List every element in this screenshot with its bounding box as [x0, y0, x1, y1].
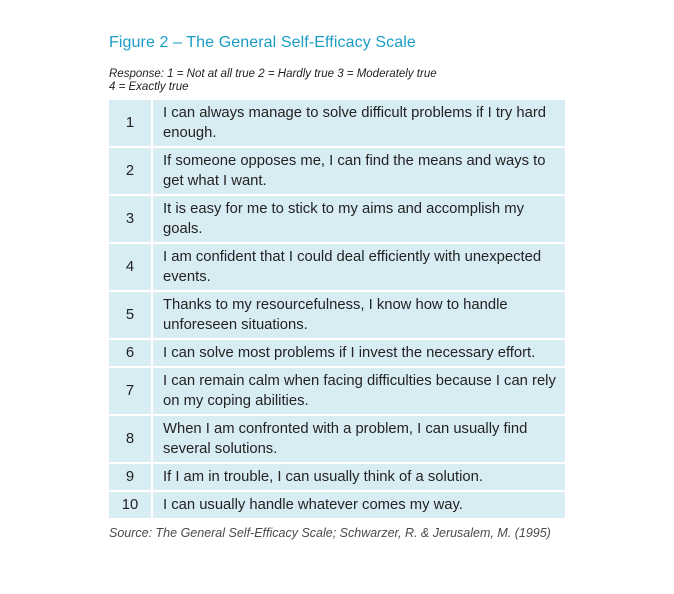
- item-number: 8: [109, 416, 153, 462]
- item-statement: If I am in trouble, I can usually think of a solution.: [153, 464, 565, 490]
- table-row: [109, 100, 565, 146]
- self-efficacy-table: [109, 98, 565, 520]
- item-number: 6: [109, 340, 153, 366]
- item-statement: I am confident that I could deal efficiently with unexpected events.: [153, 244, 565, 290]
- source-citation: Source: The General Self-Efficacy Scale; Schwarzer, R. & Jerusalem, M. (1995): [109, 526, 551, 540]
- figure-title: Figure 2 – The General Self-Efficacy Scale: [109, 34, 416, 51]
- table-row: [109, 464, 565, 490]
- table-row: [109, 292, 565, 338]
- item-statement: If someone opposes me, I can find the means and ways to get what I want.: [153, 148, 565, 194]
- table-row: [109, 340, 565, 366]
- item-number: 1: [109, 100, 153, 146]
- figure: [109, 33, 565, 540]
- item-statement: I can always manage to solve difficult problems if I try hard enough.: [153, 100, 565, 146]
- item-number: 10: [109, 492, 153, 518]
- response-legend: [109, 68, 565, 94]
- table-row: [109, 416, 565, 462]
- item-number: 3: [109, 196, 153, 242]
- item-statement: Thanks to my resourcefulness, I know how to handle unforeseen situations.: [153, 292, 565, 338]
- item-number: 9: [109, 464, 153, 490]
- response-legend-line-2: 4 = Exactly true: [109, 81, 189, 93]
- item-statement: I can usually handle whatever comes my way.: [153, 492, 565, 518]
- table-row: [109, 244, 565, 290]
- table-row: [109, 196, 565, 242]
- item-statement: When I am confronted with a problem, I can usually find several solutions.: [153, 416, 565, 462]
- item-statement: I can remain calm when facing difficulties because I can rely on my coping abilities.: [153, 368, 565, 414]
- item-statement: I can solve most problems if I invest the necessary effort.: [153, 340, 565, 366]
- table-row: [109, 148, 565, 194]
- table-row: [109, 368, 565, 414]
- item-statement: It is easy for me to stick to my aims and accomplish my goals.: [153, 196, 565, 242]
- item-number: 7: [109, 368, 153, 414]
- item-number: 2: [109, 148, 153, 194]
- table-row: [109, 492, 565, 518]
- item-number: 5: [109, 292, 153, 338]
- response-legend-line-1: Response: 1 = Not at all true 2 = Hardly true 3 = Moderately true: [109, 68, 437, 80]
- item-number: 4: [109, 244, 153, 290]
